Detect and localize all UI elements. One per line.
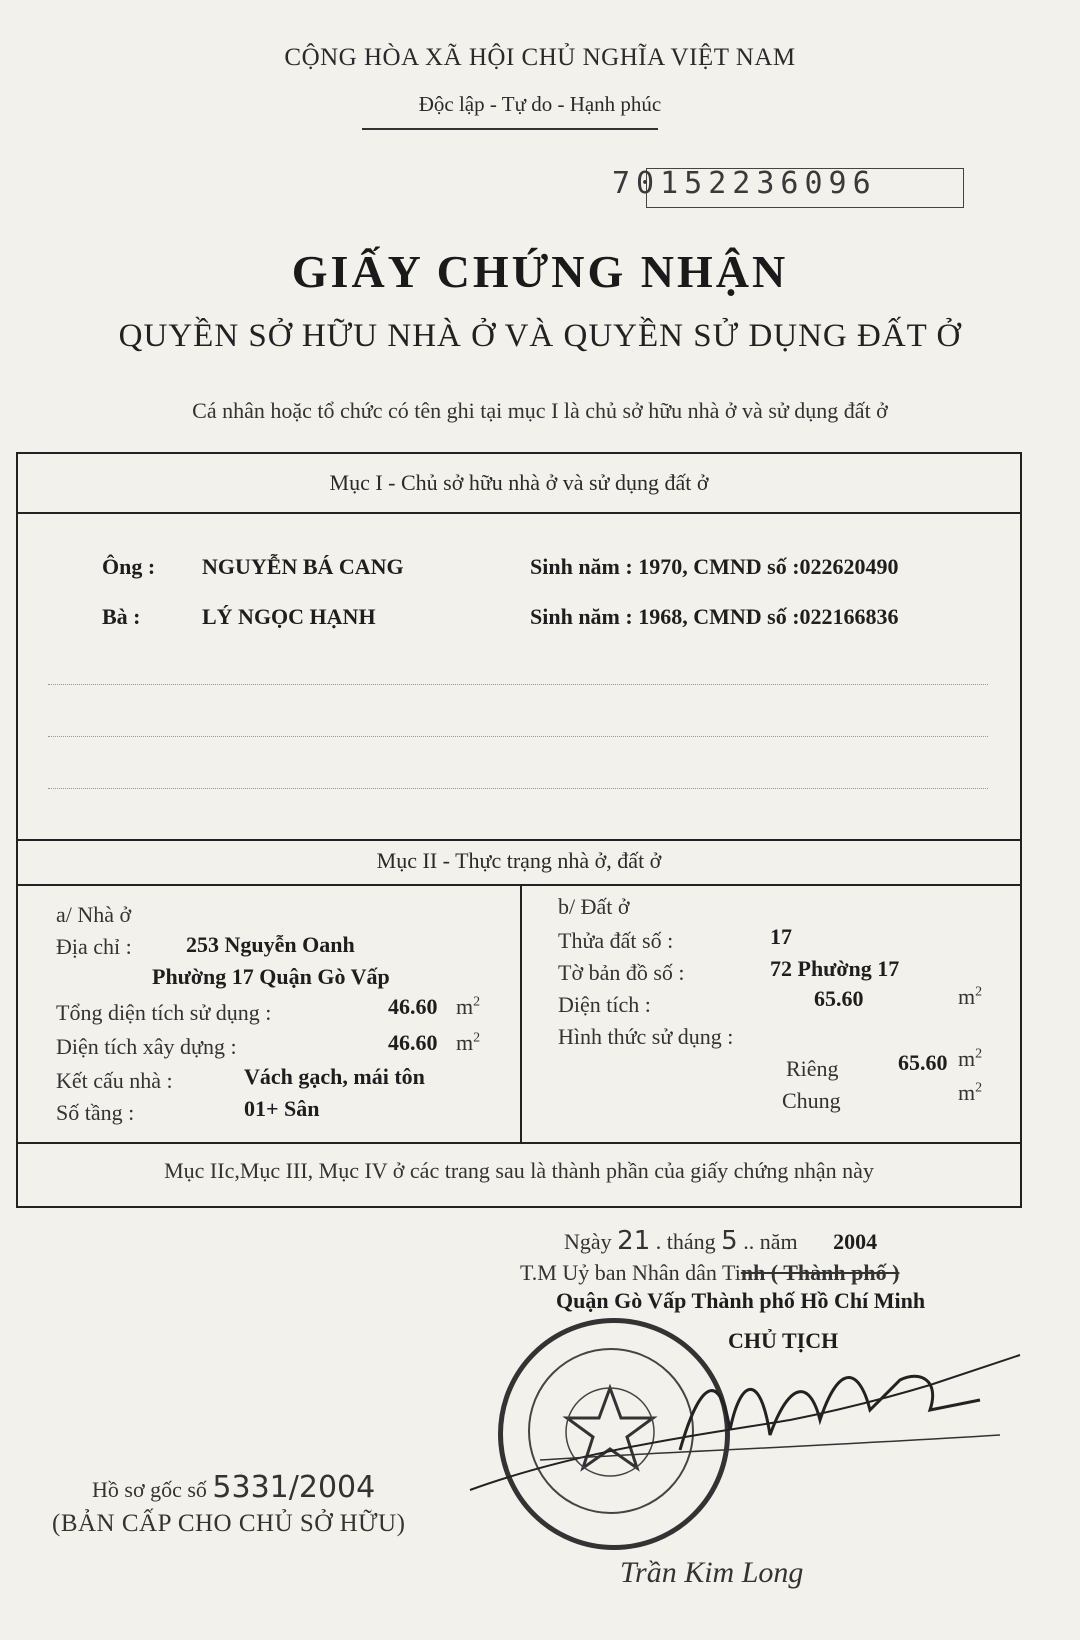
signing-date: Ngày 21 . tháng 5 .. năm 2004 (564, 1226, 878, 1256)
area-unit: $m^2$ (958, 984, 983, 1009)
record-number: Hồ sơ gốc số 5331/2004 (92, 1470, 376, 1505)
land-heading: b/ Đất ở (558, 894, 630, 919)
land-area-label: Diện tích : (558, 992, 651, 1017)
section1-title: Mục I - Chủ sở hữu nhà ở và sử dụng đất ở (329, 470, 709, 495)
private-value: 65.60 (898, 1050, 948, 1075)
plot-label: Thửa đất số : (558, 928, 674, 953)
certificate-intro: Cá nhân hoặc tổ chức có tên ghi tại mục I là chủ sở hữu nhà ở và sử dụng đất ở (192, 398, 888, 423)
total-area-value: 46.60 (388, 994, 438, 1019)
nation-header: CỘNG HÒA XÃ HỘI CHỦ NGHĨA VIỆT NAM (284, 44, 796, 71)
map-value: 72 Phường 17 (770, 956, 900, 981)
owner-info: Sinh năm : 1970, CMND số :022620490 (530, 554, 899, 579)
area-unit: $m^2$ (456, 994, 481, 1019)
map-label: Tờ bản đồ số : (558, 960, 685, 985)
committee-line2: Quận Gò Vấp Thành phố Hồ Chí Minh (556, 1288, 926, 1313)
copy-note: (BẢN CẤP CHO CHỦ SỞ HỮU) (52, 1510, 406, 1537)
land-area-value: 65.60 (814, 986, 864, 1011)
area-unit: $m^2$ (958, 1046, 983, 1071)
shared-label: Chung (782, 1088, 841, 1113)
footer-note: Mục IIc,Mục III, Mục IV ở các trang sau là thành phần của giấy chứng nhận này (164, 1158, 874, 1183)
plot-value: 17 (770, 924, 792, 949)
signature-mark (460, 1340, 1040, 1500)
blank-line (48, 684, 988, 685)
motto-underline (362, 128, 658, 130)
usage-label: Hình thức sử dụng : (558, 1024, 734, 1049)
divider (18, 512, 1020, 514)
build-area-value: 46.60 (388, 1030, 438, 1055)
address-line1: 253 Nguyễn Oanh (186, 932, 355, 957)
build-area-label: Diện tích xây dựng : (56, 1034, 237, 1059)
blank-line (48, 736, 988, 737)
structure-value: Vách gạch, mái tôn (244, 1064, 425, 1089)
address-label: Địa chỉ : (56, 934, 132, 959)
signer-position: CHỦ TỊCH (728, 1328, 839, 1353)
motto: Độc lập - Tự do - Hạnh phúc (418, 92, 662, 116)
owner-name: LÝ NGỌC HẠNH (202, 604, 376, 629)
certificate-subtitle: QUYỀN SỞ HỮU NHÀ Ở VÀ QUYỀN SỬ DỤNG ĐẤT Ở (118, 318, 962, 354)
house-heading: a/ Nhà ở (56, 902, 132, 927)
section2-title: Mục II - Thực trạng nhà ở, đất ở (376, 848, 662, 873)
divider (18, 839, 1020, 841)
structure-label: Kết cấu nhà : (56, 1068, 173, 1093)
floors-value: 01+ Sân (244, 1096, 320, 1121)
owner-prefix: Ông : (102, 554, 156, 579)
owner-prefix: Bà : (102, 604, 141, 629)
column-divider (520, 884, 522, 1142)
blank-line (48, 788, 988, 789)
committee-line1: T.M Uỷ ban Nhân dân Tinh ( Thành phố ) (520, 1260, 900, 1285)
serial-number: 70152236096 (612, 166, 877, 201)
signer-name: Trần Kim Long (620, 1556, 804, 1589)
divider (18, 884, 1020, 886)
divider (18, 1142, 1020, 1144)
area-unit: $m^2$ (456, 1030, 481, 1055)
floors-label: Số tầng : (56, 1100, 135, 1125)
certificate-title: GIẤY CHỨNG NHẬN (291, 246, 789, 297)
total-area-label: Tổng diện tích sử dụng : (56, 1000, 272, 1025)
owner-name: NGUYỄN BÁ CANG (202, 554, 404, 579)
area-unit: $m^2$ (958, 1080, 983, 1105)
address-line2: Phường 17 Quận Gò Vấp (152, 964, 390, 989)
private-label: Riêng (786, 1056, 839, 1081)
main-frame (16, 452, 1022, 1208)
owner-info: Sinh năm : 1968, CMND số :022166836 (530, 604, 899, 629)
